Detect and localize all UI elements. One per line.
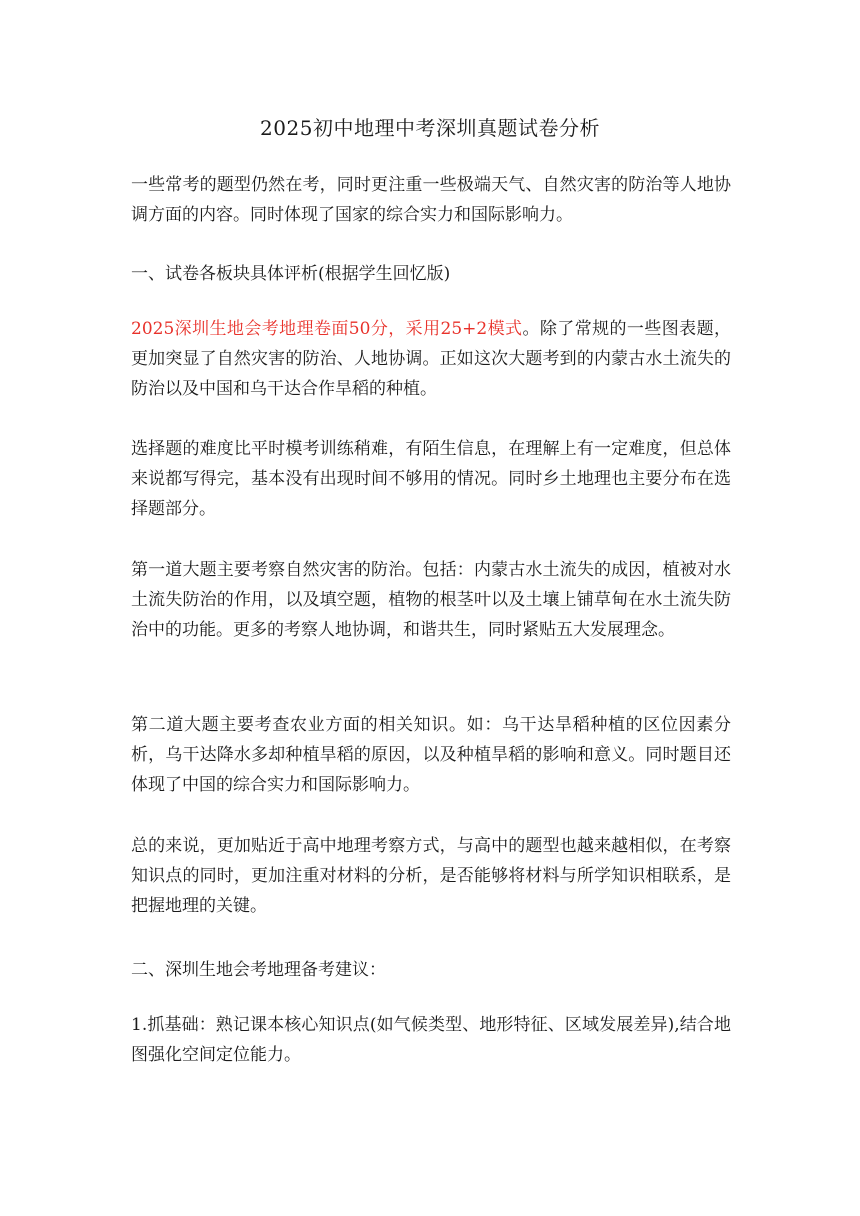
- exam-format-highlight: 2025深圳生地会考地理卷面50分，采用25+2模式: [131, 319, 523, 339]
- multiple-choice-paragraph: 选择题的难度比平时模考训练稍难，有陌生信息，在理解上有一定难度，但总体来说都写得完，基本没有出现时间不够用的情况。同时乡土地理也主要分布在选择题部分。: [131, 439, 731, 519]
- section-heading-suggestions: 二、深圳生地会考地理备考建议：: [131, 960, 386, 980]
- exam-format-text: 。除了常规的一些图表题，更加突显了自然灾害的防治、人地协调。正如这次大题考到的内蒙古水土流失的防治以及中国和乌干达合作旱稻的种植。: [131, 319, 732, 399]
- first-question-paragraph: 第一道大题主要考察自然灾害的防治。包括：内蒙古水土流失的成因，植被对水土流失防治的作用，以及填空题，植物的根茎叶以及土壤上铺草甸在水土流失防治中的功能。更多的考察人地协调，和谐共生，同时紧贴五大发展理念。: [131, 560, 731, 640]
- exam-format-paragraph: [131, 314, 731, 404]
- summary-paragraph: 总的来说，更加贴近于高中地理考察方式，与高中的题型也越来越相似，在考察知识点的同时，更加注重对材料的分析，是否能够将材料与所学知识相联系，是把握地理的关键。: [131, 836, 731, 916]
- suggestion-item-basics: 1.抓基础：熟记课本核心知识点(如气候类型、地形特征、区域发展差异),结合地图强化空间定位能力。: [131, 1015, 731, 1065]
- document-title: 2025初中地理中考深圳真题试卷分析: [260, 116, 600, 140]
- intro-paragraph: 一些常考的题型仍然在考，同时更注重一些极端天气、自然灾害的防治等人地协调方面的内容。同时体现了国家的综合实力和国际影响力。: [131, 175, 731, 225]
- section-heading-analysis: 一、试卷各板块具体评析(根据学生回忆版): [131, 264, 451, 284]
- second-question-paragraph: 第二道大题主要考查农业方面的相关知识。如：乌干达旱稻种植的区位因素分析，乌干达降水多却种植旱稻的原因，以及种植旱稻的影响和意义。同时题目还体现了中国的综合实力和国际影响力。: [131, 715, 731, 795]
